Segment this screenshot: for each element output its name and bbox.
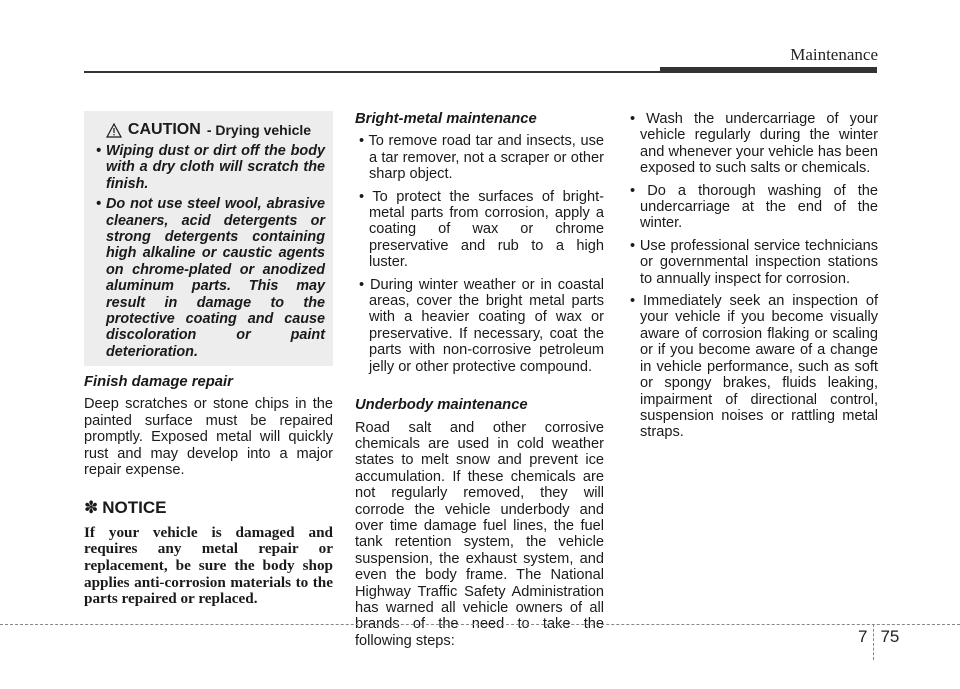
footer-rule (0, 624, 960, 625)
page-number (858, 627, 899, 660)
caution-item: • Wiping dust or dirt off the body with a dry cloth will scratch the finish. (96, 143, 325, 192)
page-number-value: 75 (880, 627, 900, 646)
header-rule (84, 71, 660, 73)
caution-box (84, 111, 333, 366)
list-item: • To remove road tar and insects, use a tar remover, not a scraper or other sharp object. (359, 133, 604, 183)
list-item: • To protect the surfaces of bright-metal parts from corrosion, apply a coating of wax or chrome preservative and rub to a high luster. (359, 188, 604, 271)
notice-label: NOTICE (102, 498, 167, 518)
underbody-body: Road salt and other corrosive chemicals are used in cold weather states to melt snow and prevent ice accumulation. If these chemicals are not regularly removed, they will corrode the vehicle underbody and over time damage fuel lines, the fuel tank retention system, the vehicle suspension, the exhaust system, and even the body frame. The National Highway Traffic Safety Administration has warned all vehicle owners of all brands of the need to take the following steps: (355, 419, 604, 649)
notice-body: If your vehicle is damaged and requires any metal repair or replacement, be sure the body shop applies anti-corrosion materials to the parts repaired or replaced. (84, 523, 333, 608)
notice-star-icon: ✽ (84, 498, 99, 518)
notice-heading (84, 500, 333, 516)
list-item: • Use professional service technicians or governmental inspection stations to annually inspect for corrosion. (630, 237, 878, 287)
column-1-lower (84, 374, 333, 608)
section-title: Maintenance (790, 45, 878, 64)
header-rule-accent (660, 67, 877, 73)
caution-subtitle: - Drying vehicle (206, 122, 312, 138)
list-item: • Do a thorough washing of the undercarriage at the end of the winter. (630, 182, 878, 232)
caution-label: CAUTION (127, 121, 201, 138)
bright-metal-heading: Bright-metal maintenance (355, 111, 537, 127)
underbody-heading: Underbody maintenance (355, 397, 528, 414)
finish-damage-heading: Finish damage repair (84, 374, 233, 390)
warning-triangle-icon (106, 123, 122, 138)
column-2 (355, 111, 604, 649)
caution-heading (92, 121, 325, 139)
list-item: • Wash the undercarriage of your vehicle regularly during the winter and whenever your vehicle has been exposed to such salts or chemicals. (630, 111, 878, 177)
list-item: • During winter weather or in coastal areas, cover the bright metal parts with a heavier coating of wax or preservative. If necessary, coat the parts with non-corrosive petroleum jelly or other protective compound. (359, 276, 604, 375)
column-3 (626, 111, 878, 447)
caution-item: • Do not use steel wool, abrasive cleaners, acid detergents or strong detergents containing high alkaline or caustic agents on chrome-plated or anodized aluminum parts. This may result in damage to the protective coating and cause discoloration or paint deterioration. (96, 196, 325, 360)
chapter-number: 7 (858, 627, 868, 646)
list-item: • Immediately seek an inspection of your vehicle if you become visually aware of corrosion flaking or scaling or if you become aware of a change in vehicle performance, such as soft or spongy brakes, fluids leaking, impairment of directional control, suspension noises or rattling metal straps. (630, 293, 878, 441)
finish-damage-body: Deep scratches or stone chips in the painted surface must be repaired promptly. Exposed metal will quickly rust and may develop into a major repair expense. (84, 396, 333, 479)
